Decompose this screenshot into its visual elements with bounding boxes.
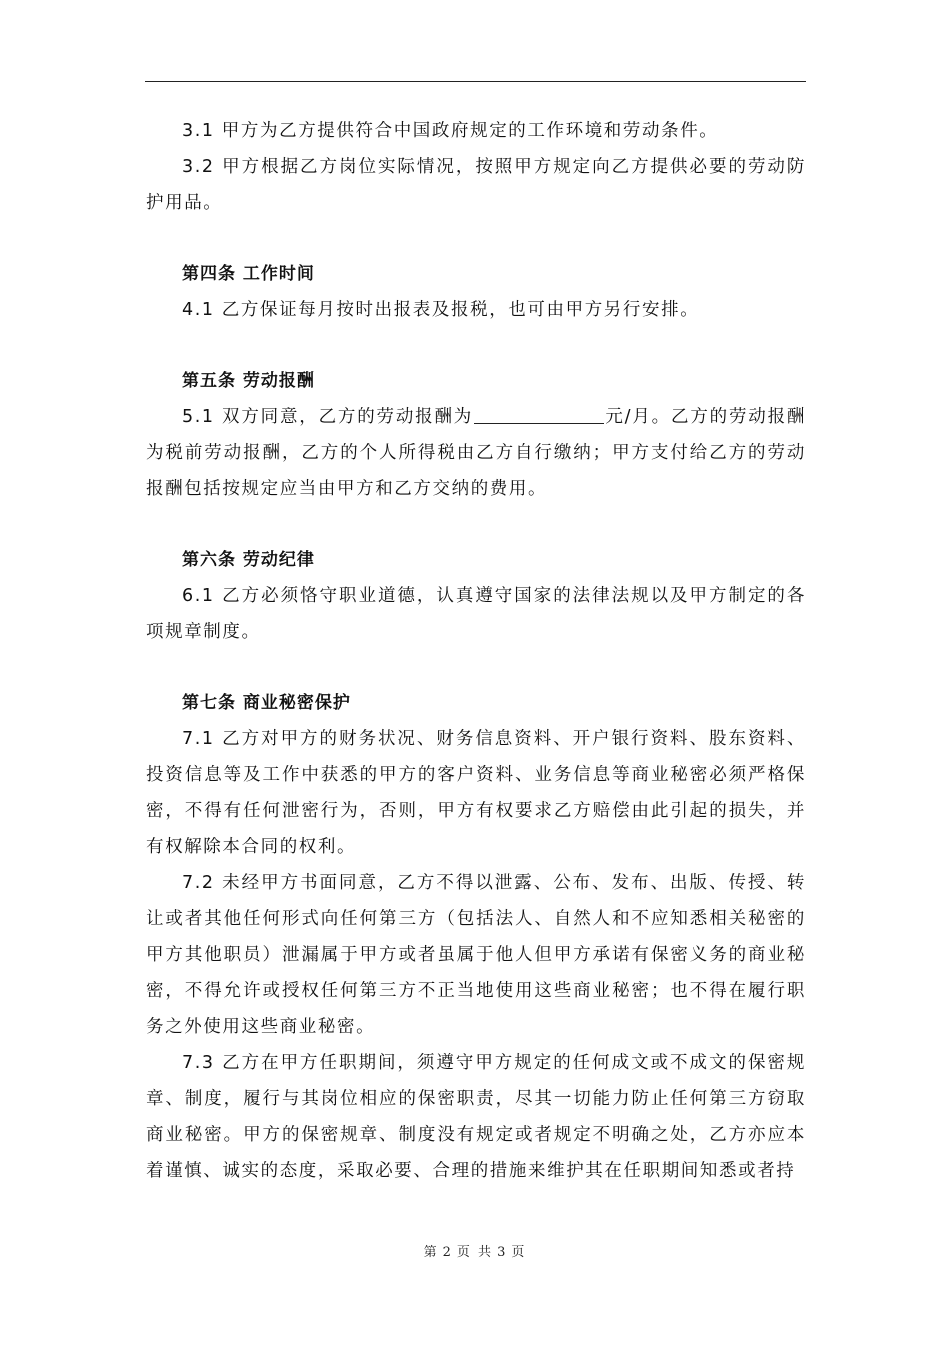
document-body xyxy=(146,113,806,1189)
clause-5-1-rest: 元/月。乙方的劳动报酬为税前劳动报酬，乙方的个人所得税由乙方自行缴纳；甲方支付给乙方的劳动报酬包括按规定应当由甲方和乙方交纳的费用。 xyxy=(146,407,806,499)
article-5-heading: 第五条 劳动报酬 xyxy=(182,371,315,391)
article-4-heading: 第四条 工作时间 xyxy=(182,264,315,284)
clause-5-1 xyxy=(146,399,806,507)
page-footer xyxy=(0,1241,950,1260)
clause-6-1: 6.1 乙方必须恪守职业道德，认真遵守国家的法律法规以及甲方制定的各项规章制度。 xyxy=(146,586,806,642)
article-7-heading: 第七条 商业秘密保护 xyxy=(182,693,351,713)
clause-3-2: 3.2 甲方根据乙方岗位实际情况，按照甲方规定向乙方提供必要的劳动防护用品。 xyxy=(146,157,806,213)
article-6-heading: 第六条 劳动纪律 xyxy=(182,550,315,570)
clause-3-1: 3.1 甲方为乙方提供符合中国政府规定的工作环境和劳动条件。 xyxy=(182,121,719,141)
footer-prefix: 第 xyxy=(423,1245,439,1260)
footer-middle: 页 共 xyxy=(456,1245,494,1260)
clause-7-3: 7.3 乙方在甲方任职期间，须遵守甲方规定的任何成文或不成文的保密规章、制度，履行与其岗位相应的保密职责，尽其一切能力防止任何第三方窃取商业秘密。甲方的保密规章、制度没有规定或者规定不明确之处，乙方亦应本着谨慎、诚实的态度，采取必要、合理的措施来维护其在任职期间知悉或者持 xyxy=(146,1053,806,1181)
footer-current-page: 2 xyxy=(442,1245,453,1260)
clause-7-1: 7.1 乙方对甲方的财务状况、财务信息资料、开户银行资料、股东资料、投资信息等及工作中获悉的甲方的客户资料、业务信息等商业秘密必须严格保密，不得有任何泄密行为，否则，甲方有权要求乙方赔偿由此引起的损失，并有权解除本合同的权利。 xyxy=(146,729,806,857)
clause-5-1-lead: 5.1 双方同意，乙方的劳动报酬为 xyxy=(182,407,474,427)
clause-7-2: 7.2 未经甲方书面同意，乙方不得以泄露、公布、发布、出版、传授、转让或者其他任何形式向任何第三方（包括法人、自然人和不应知悉相关秘密的甲方其他职员）泄漏属于甲方或者虽属于他人但甲方承诺有保密义务的商业秘密，不得允许或授权任何第三方不正当地使用这些商业秘密；也不得在履行职务之外使用这些商业秘密。 xyxy=(146,873,806,1037)
salary-blank-line xyxy=(474,405,604,424)
footer-total-pages: 3 xyxy=(497,1245,508,1260)
footer-suffix: 页 xyxy=(511,1245,527,1260)
clause-4-1: 4.1 乙方保证每月按时出报表及报税，也可由甲方另行安排。 xyxy=(182,300,700,320)
header-rule xyxy=(145,81,806,82)
